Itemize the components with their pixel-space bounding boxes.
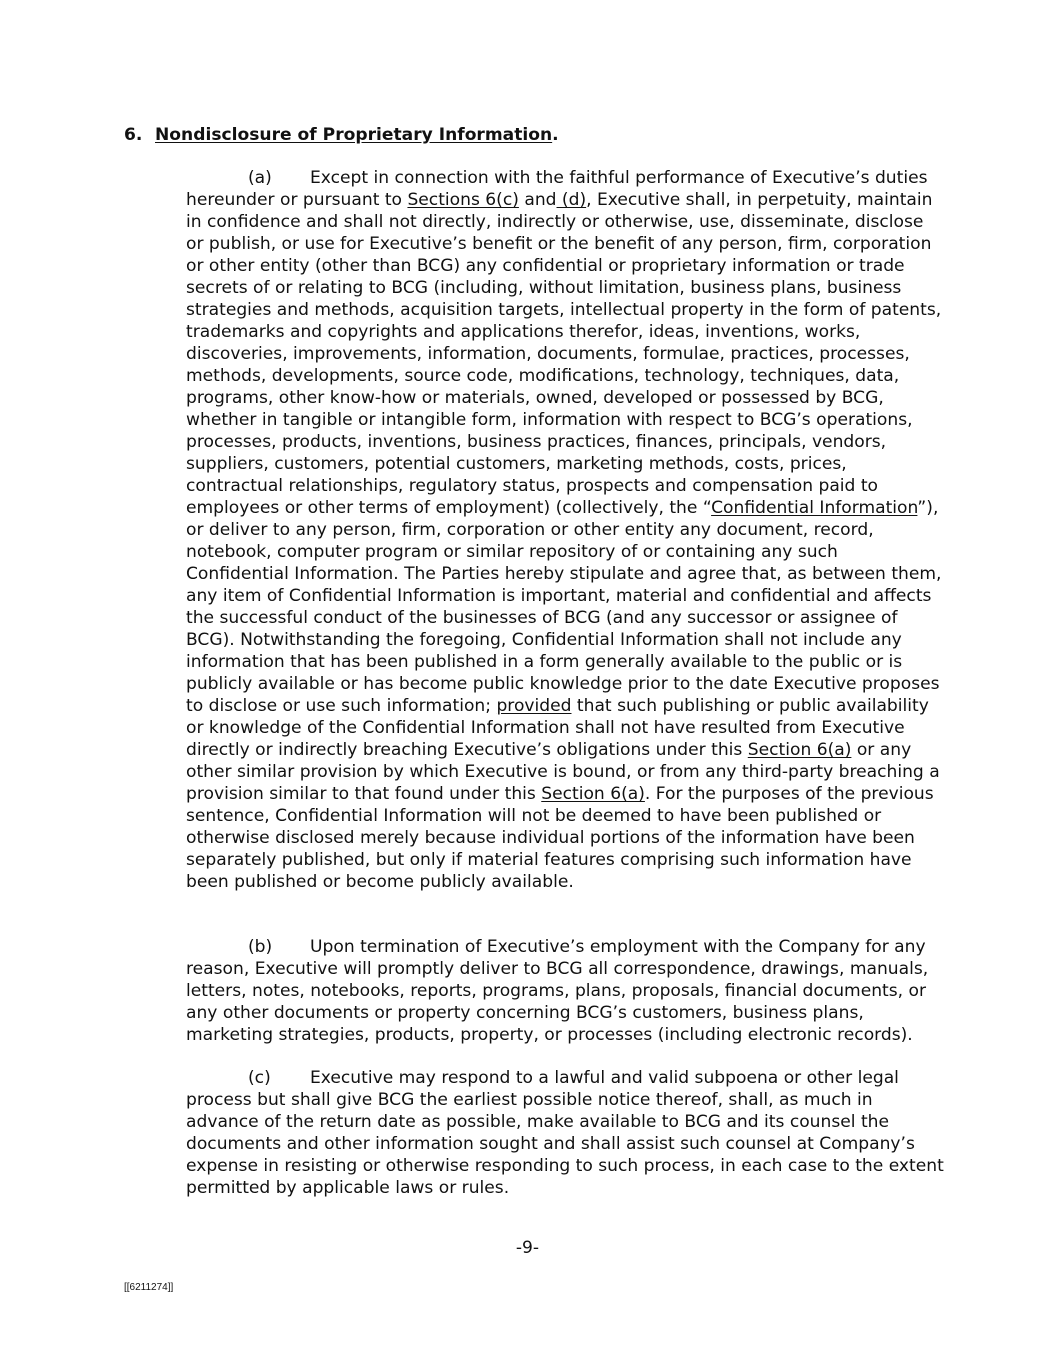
paragraph-text: Executive may respond to a lawful and valid subpoena or other legal process but shall give BCG the earliest possible notice thereof, shall, as much in advance of the return date as possible, make available to BCG and its counsel the documents and other information sought and shall assist such counsel at Company’s expense in resisting or otherwise responding to such process, in each case to the extent permitted by applicable laws or rules.: [186, 1068, 944, 1198]
paragraph-text: and: [518, 190, 557, 210]
paragraph-text: . For the purposes of the previous sentence, Confidential Information will not be deemed to have been published or otherwise disclosed merely because individual portions of the information have been separately published, but only if material features comprising such information have been published or become publicly available.: [186, 784, 934, 892]
paragraph-b: [186, 936, 946, 1046]
paragraph-text: Except in connection with the faithful performance of Executive’s duties hereunder or pursuant to: [186, 168, 928, 210]
paragraph-label: (c): [248, 1068, 271, 1088]
paragraph-text: that such publishing or public availability or knowledge of the Confidential Information shall not have resulted from Executive directly or indirectly breaching Executive’s obligations under this: [186, 696, 929, 760]
paragraph-label: (a): [248, 168, 272, 188]
paragraph-text: ”), or deliver to any person, firm, corporation or other entity any document, record, notebook, computer program or similar repository of or containing any such Confidential Information. The Parties hereby stipulate and agree that, as between them, any item of Confidential Information is important, material and confidential and affects the successful conduct of the businesses of BCG (and any successor or assignee of BCG). Notwithstanding the foregoing, Confidential Information shall not include any information that has been published in a form generally available to the public or is publicly available or has become public knowledge prior to the date Executive proposes to disclose or use such information;: [186, 498, 942, 716]
paragraph-text: , Executive shall, in perpetuity, maintain in confidence and shall not directly, indirectly or otherwise, use, disseminate, disclose or publish, or use for Executive’s benefit or the benefit of any person, firm, corporation or other entity (other than BCG) any confidential or proprietary information or trade secrets of or relating to BCG (including, without limitation, business plans, business strategies and methods, acquisition targets, intellectual property in the form of patents, trademarks and copyrights and applications therefor, ideas, inventions, works, discoveries, improvements, information, documents, formulae, practices, processes, methods, developments, source code, modifications, technology, techniques, data, programs, other know-how or materials, owned, developed or possessed by BCG, whether in tangible or intangible form, information with respect to BCG’s operations, processes, products, inventions, business practices, finances, principals, vendors, suppliers, customers, potential customers, marketing methods, costs, prices, contractual relationships, regulatory status, prospects and compensation paid to employees or other terms of employment) (collectively, the “: [186, 190, 942, 518]
section-title-period: .: [552, 125, 559, 145]
section-reference: (d): [556, 190, 587, 210]
document-id: [[6211274]]: [124, 1282, 174, 1293]
section-reference: Sections 6(c): [407, 190, 519, 210]
page-number: -9-: [515, 1238, 540, 1258]
proviso-term: provided: [496, 696, 572, 716]
defined-term: Confidential Information: [711, 498, 918, 518]
section-reference: Section 6(a): [541, 784, 645, 804]
section-number: 6.: [124, 125, 143, 145]
section-title: Nondisclosure of Proprietary Information: [155, 125, 553, 145]
paragraph-a: [186, 167, 946, 893]
section-heading: [124, 124, 559, 146]
paragraph-c: [186, 1067, 946, 1199]
paragraph-label: (b): [248, 937, 273, 957]
section-reference: Section 6(a): [747, 740, 852, 760]
paragraph-text: Upon termination of Executive’s employment with the Company for any reason, Executive will promptly deliver to BCG all correspondence, drawings, manuals, letters, notes, notebooks, reports, programs, plans, proposals, financial documents, or any other documents or property concerning BCG’s customers, business plans, marketing strategies, products, property, or processes (including electronic records).: [186, 937, 929, 1045]
paragraph-text: or any other similar provision by which Executive is bound, or from any third-party breaching a provision similar to that found under this: [186, 740, 940, 804]
